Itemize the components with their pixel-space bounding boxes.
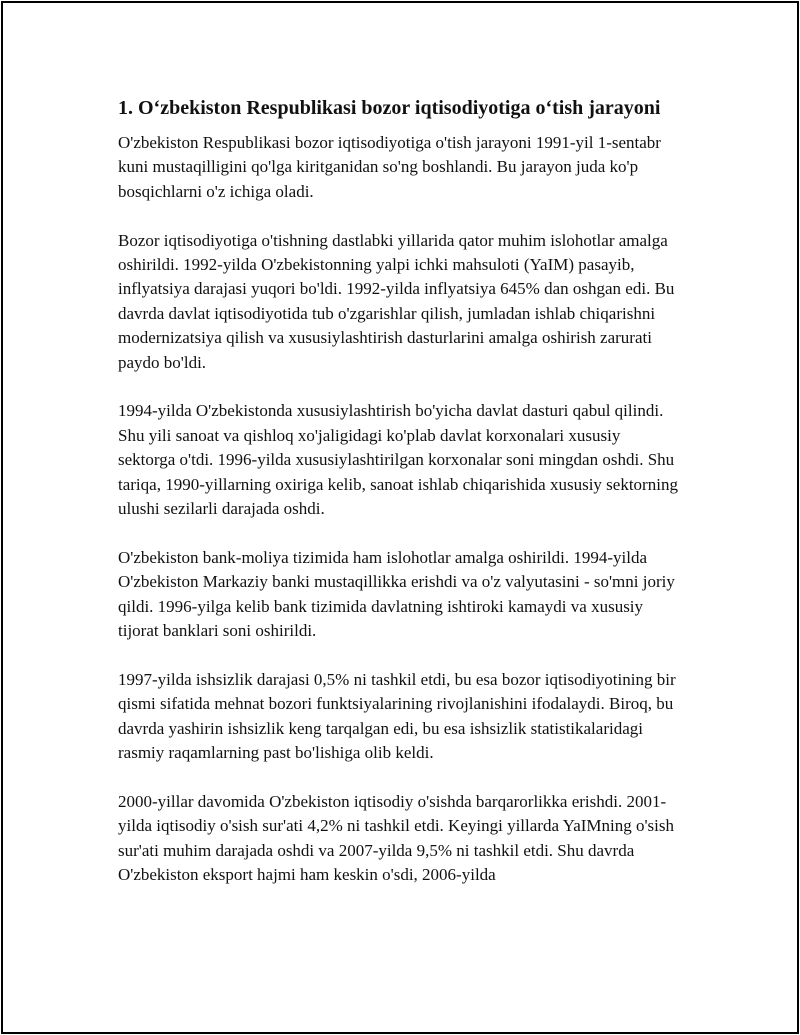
paragraph-3: 1994-yilda O'zbekistonda xususiylashtirish bo'yicha davlat dasturi qabul qilindi. Shu yili sanoat va qishloq xo'jaligidagi ko'plab davlat korxonalari xususiy sektorga o'tdi. 1996-yilda xususiylashtirilgan korxonalar soni mingdan oshdi. Shu tariqa, 1990-yillarning oxiriga kelib, sanoat ishlab chiqarishida xususiy sektorning ulushi sezilarli darajada oshdi. (118, 401, 678, 519)
document-page (1, 1, 799, 1034)
paragraph-5: 1997-yilda ishsizlik darajasi 0,5% ni tashkil etdi, bu esa bozor iqtisodiyotining bir qismi sifatida mehnat bozori funktsiyalarining rivojlanishini ifodalaydi. Biroq, bu davrda yashirin ishsizlik keng tarqalgan edi, bu esa ishsizlik statistikalaridagi rasmiy raqamlarning past bo'lishiga olib keldi. (118, 669, 676, 763)
paragraph-1: O'zbekiston Respublikasi bozor iqtisodiyotiga o'tish jarayoni 1991-yil 1-sentabr kuni mustaqilligini qo'lga kiritganidan so'ng boshlandi. Bu jarayon juda ko'p bosqichlarni o'z ichiga oladi. (118, 133, 661, 201)
section-title: 1. O‘zbekiston Respublikasi bozor iqtisodiyotiga o‘tish jarayoni (118, 97, 661, 119)
paragraph-2: Bozor iqtisodiyotiga o'tishning dastlabki yillarida qator muhim islohotlar amalga oshirildi. 1992-yilda O'zbekistonning yalpi ichki mahsuloti (YaIM) pasayib, inflyatsiya darajasi yuqori bo'ldi. 1992-yilda inflyatsiya 645% dan oshgan edi. Bu davrda davlat iqtisodiyotida tub o'zgarishlar qilish, jumladan ishlab chiqarishni modernizatsiya qilish va xususiylashtirish dasturlarini amalga oshirish zarurati paydo bo'ldi. (118, 230, 675, 372)
paragraph-4: O'zbekiston bank-moliya tizimida ham islohotlar amalga oshirildi. 1994-yilda O'zbekiston Markaziy banki mustaqillikka erishdi va o'z valyutasini - so'mni joriy qildi. 1996-yilga kelib bank tizimida davlatning ishtiroki kamaydi va xususiy tijorat banklari soni oshirildi. (118, 547, 675, 641)
paragraph-6: 2000-yillar davomida O'zbekiston iqtisodiy o'sishda barqarorlikka erishdi. 2001-yilda iqtisodiy o'sish sur'ati 4,2% ni tashkil etdi. Keyingi yillarda YaIMning o'sish sur'ati muhim darajada oshdi va 2007-yilda 9,5% ni tashkil etdi. Shu davrda O'zbekiston eksport hajmi ham keskin o'sdi, 2006-yilda (118, 791, 675, 885)
document-body (118, 96, 678, 888)
